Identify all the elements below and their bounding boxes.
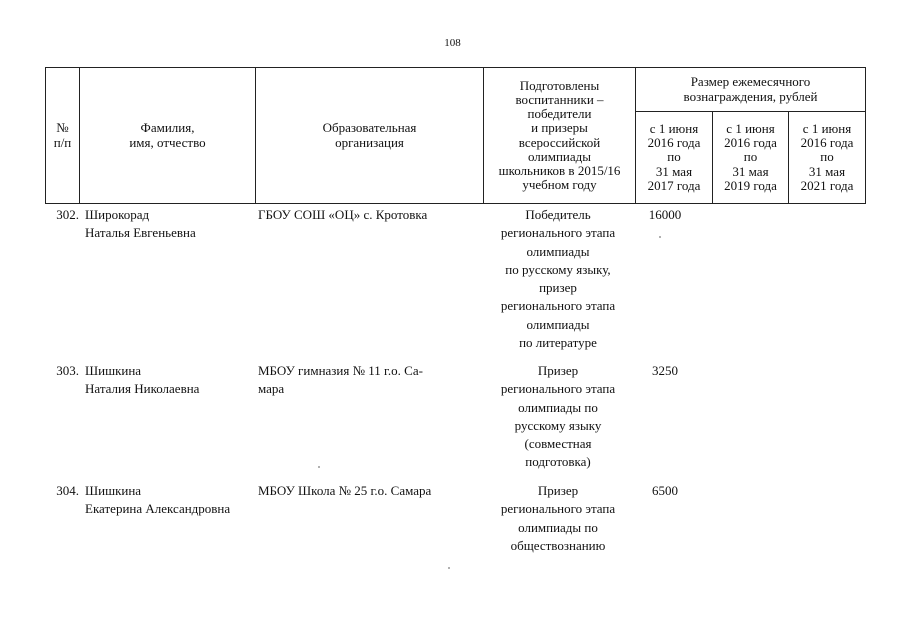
row-name: Шишкина Екатерина Александровна [85,483,231,517]
header-period-2017: с 1 июня 2016 года по 31 мая 2017 года [636,112,713,204]
row-organization: ГБОУ СОШ «ОЦ» с. Кротовка [258,207,428,222]
header-number: № п/п [46,68,80,204]
scan-speck [448,567,450,569]
header-organization: Образовательная организация [256,68,484,204]
page-number: 108 [444,37,461,49]
row-name: Широкорад Наталья Евгеньевна [85,207,196,241]
row-achievement: Призер регионального этапа олимпиады по обществознанию [500,483,616,553]
row-achievement: Победитель регионального этапа олимпиады по русскому языку, призер регионального этапа олимпиады по литературе [500,207,616,351]
row-amount: 16000 [648,207,682,222]
header-period-2019: с 1 июня 2016 года по 31 мая 2019 года [713,112,789,204]
row-organization: МБОУ Школа № 25 г.о. Самара [258,483,432,498]
row-amount: 3250 [652,363,678,378]
scan-speck [318,466,320,468]
row-number: 302. [56,207,79,222]
row-number: 303. [56,363,79,378]
row-organization: МБОУ гимназия № 11 г.о. Са- мара [258,363,423,397]
header-reward-group: Размер ежемесячного вознаграждения, рублей [636,68,866,112]
row-amount: 6500 [652,483,678,498]
scan-speck [659,236,661,238]
row-achievement: Призер регионального этапа олимпиады по русскому языку (совместная подготовка) [500,363,616,470]
table-header [45,67,866,204]
row-name: Шишкина Наталия Николаевна [85,363,200,397]
header-name: Фамилия, имя, отчество [80,68,256,204]
header-achievement: Подготовлены воспитанники – победители и призеры всероссийской олимпиады школьников в 2015/16 учебном году [484,68,636,204]
header-period-2021: с 1 июня 2016 года по 31 мая 2021 года [789,112,866,204]
row-number: 304. [56,483,79,498]
